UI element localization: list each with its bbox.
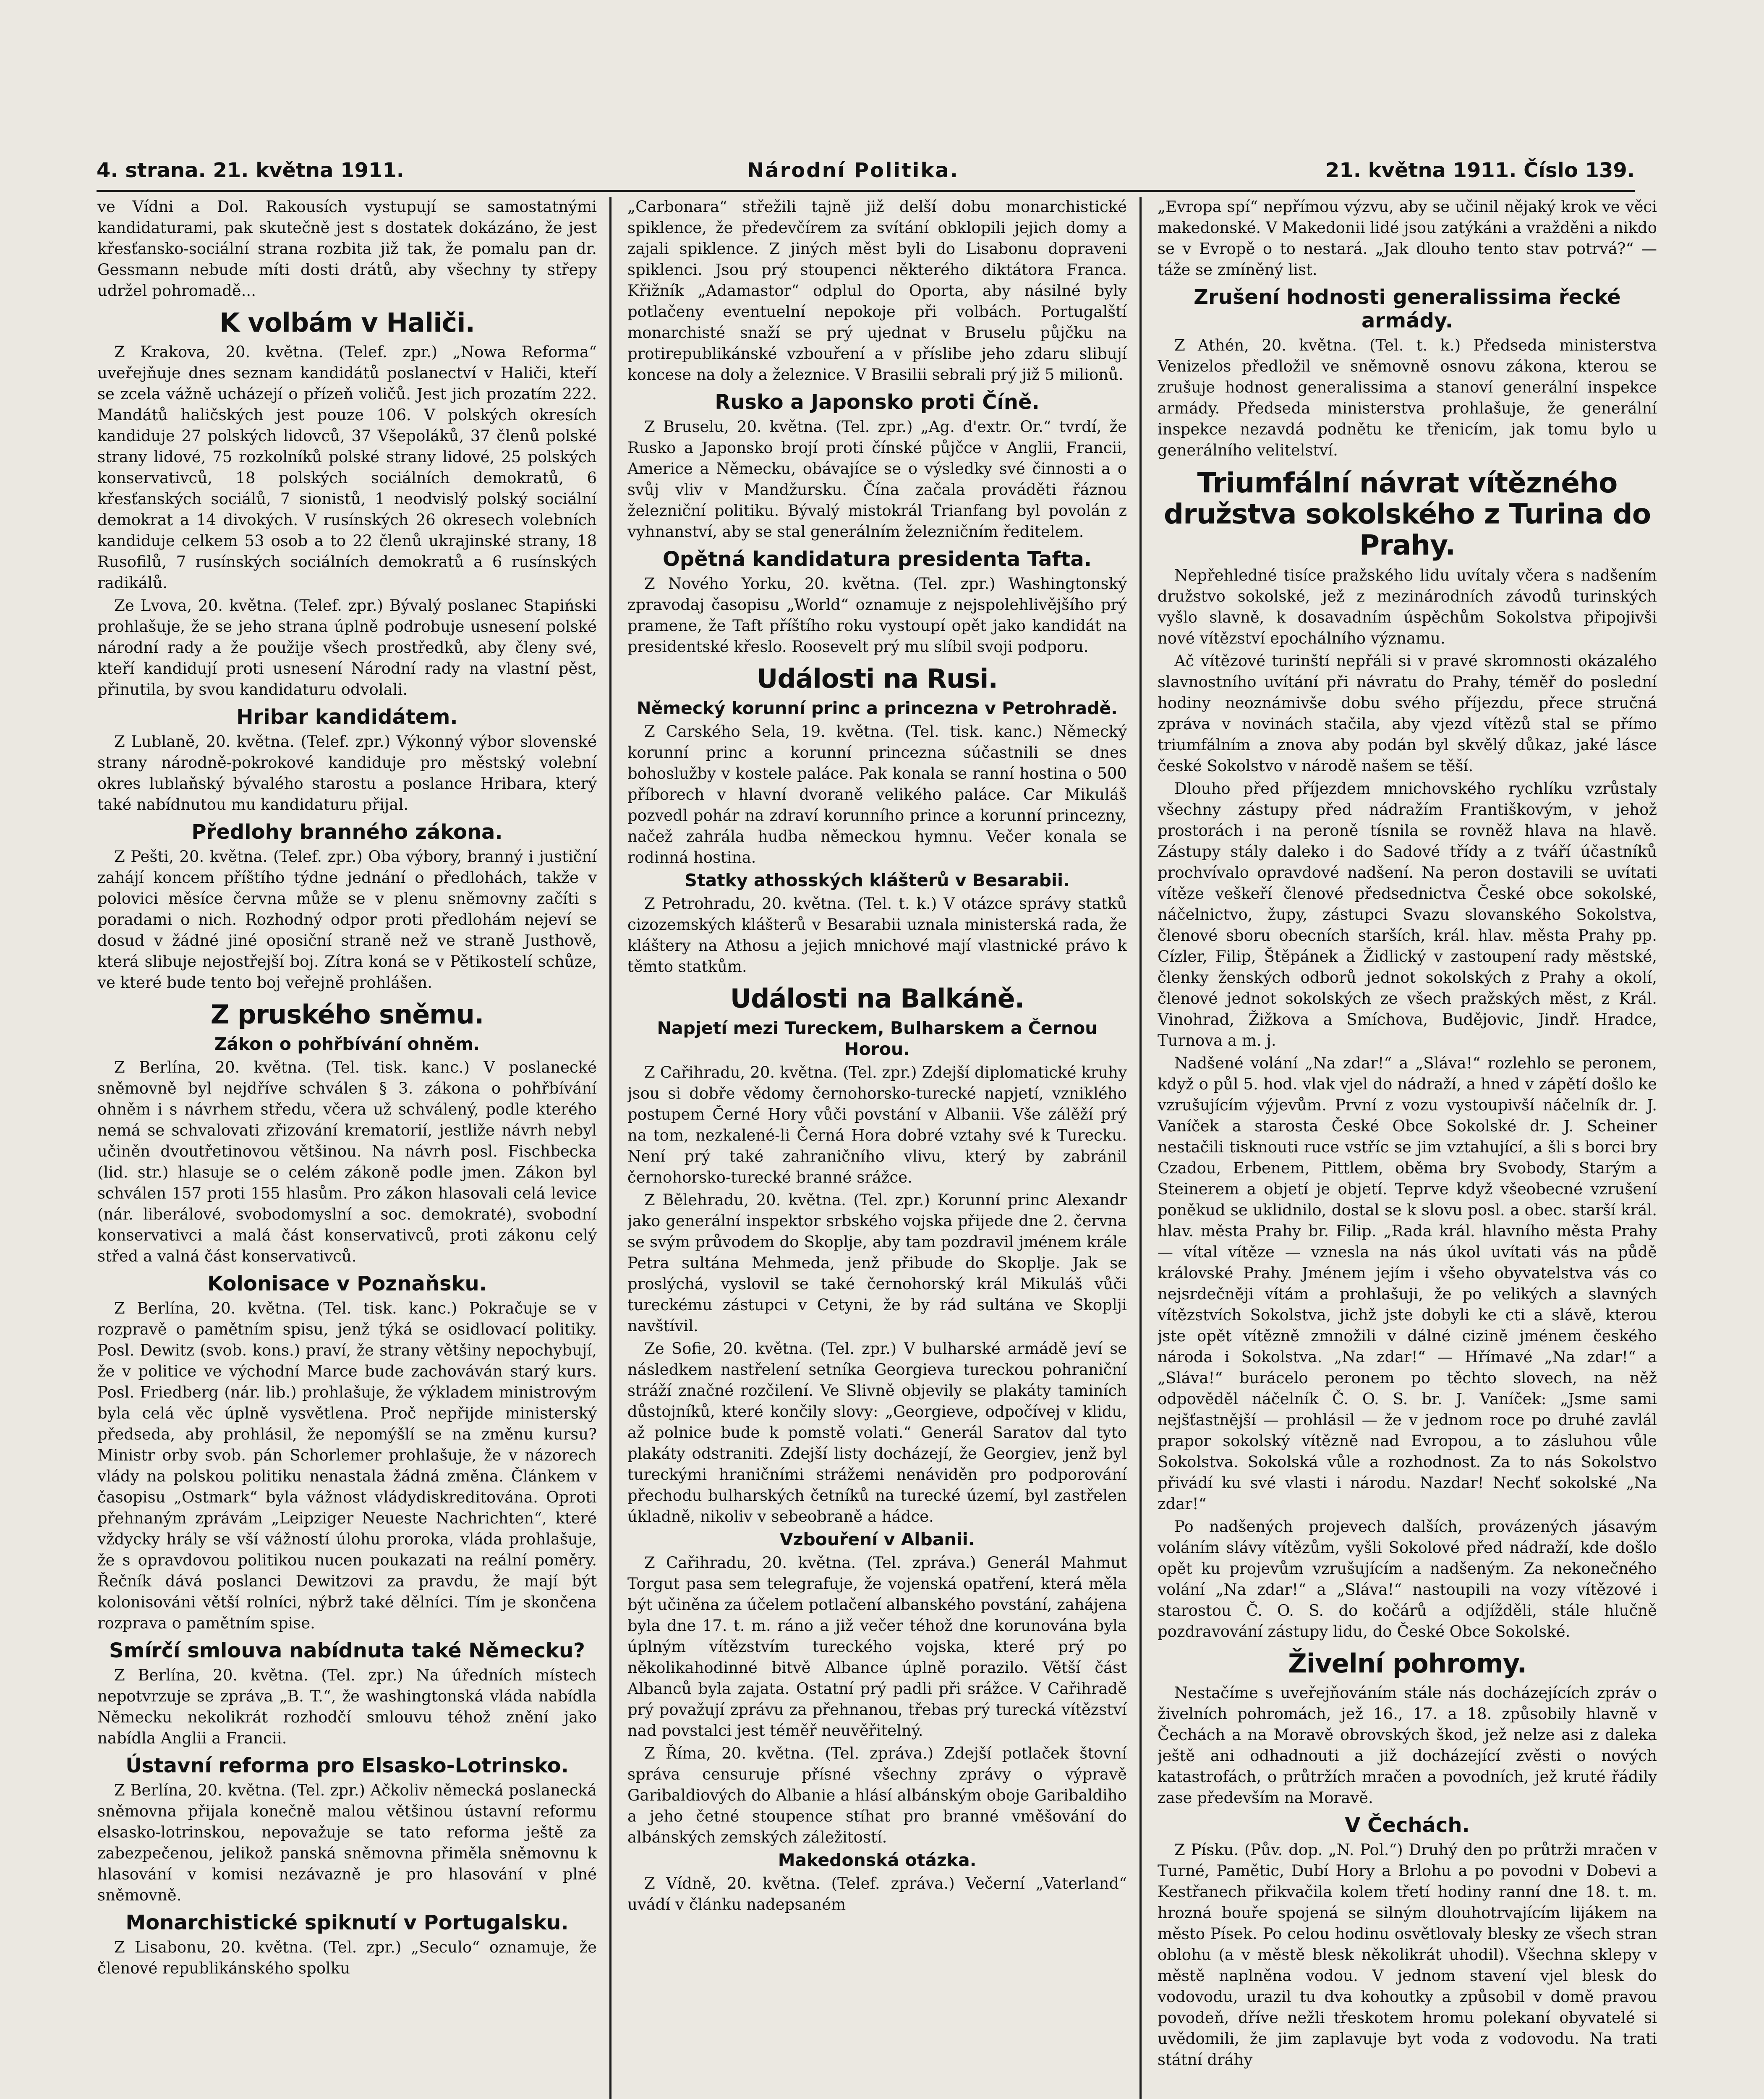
column-2 bbox=[627, 196, 1127, 2099]
article-paragraph: Dlouho před příjezdem mnichovského rychlíku vzrůstaly všechny zástupy před nádražím Františkovým, v jehož prostorách i na peroně tísnila se rovněž hlava na hlavě. Zástupy stály daleko i do Sadové třídy a z tváří účastníků prochvívalo opravdové nadšení. Na peron dostavili se uvítati vítěze veškeří členové předsednictva České obce sokolské, náčelnictvo, župy, zástupci Svazu slovanského Sokolstva, členové sboru obecních starších, král. hlav. města Prahy pp. Cízler, Filip, Štěpánek a Židlický v zastoupení rady městské, členky ženských odborů jednot sokolských z Prahy a okolí, členové jednot sokolských ze všech pražských měst, z Král. Vinohrad, Žižkova a Smíchova, Budějovic, Jindř. Hradce, Turnova a m. j. bbox=[1158, 780, 1657, 1050]
column-divider bbox=[609, 197, 612, 2099]
subheadline: Zákon o pohřbívání ohněm. bbox=[214, 1034, 480, 1054]
article-paragraph: Z Písku. (Pův. dop. „N. Pol.“) Druhý den po průtrži mračen v Turné, Pamětic, Dubí Hory a Brlohu a po povodni v Dobevi a Kestřanech přikvačila kolem třetí hodiny ranní dne 18. t. m. hrozná bouře spojená se silným dlouhotrvajícím lijákem na město Písek. Po celou hodinu osvětlovaly blesky ze všech stran oblohu (a v městě blesk několikrát uhodil). Všechna sklepy v městě naplněna vodou. V jednom stavení vjel blesk do vodovodu, urazil tu dva kohoutky a způsobil v domě pravou povodeň, dříve nežli třeskotem hromu polekaní obyvatelé si uvědomili, že jim zaplavuje byt voda z vodovodu. Na trati státní dráhy bbox=[1158, 1841, 1657, 2069]
article-paragraph: Po nadšených projevech dalších, provázených jásavým voláním slávy vítězům, vyšli Sokolové před nádraží, kde došlo opět ku projevům vzrušujícím a nadšeným. Za nekonečného volání „Na zdar!“ a „Sláva!“ nastoupili na vozy vítězové i starostou Č. O. S. do kočárů a odjížděli, stále hlučně pozdravování zástupy lidu, do České Obce Sokolské. bbox=[1158, 1518, 1657, 1641]
article-paragraph: Ze Sofie, 20. května. (Tel. zpr.) V bulharské armádě jeví se následkem nastřelení setníka Georgieva tureckou pohraniční stráží značné rozčilení. Ve Slivně objevily se plakáty taminích důstojníků, které končily slovy: „Georgieve, odpočívej v klidu, až polnice bude k pomstě volati.“ Generál Saratov dal tyto plakáty odstraniti. Zdejší listy docházejí, že Georgiev, jenž byl tureckými hraničními strážemi nenáviděn pro podporování přechodu bulharských četníků na turecké území, byl zastřelen úkladně, nikoliv v sebeobraně a hádce. bbox=[627, 1340, 1127, 1526]
article-paragraph: Z Berlína, 20. května. (Tel. tisk. kanc.) Pokračuje se v rozpravě o pamětním spisu, jenž týká se osidlovací politiky. Posl. Dewitz (svob. kons.) praví, že strany většiny nepochybují, že v politice ve východní Marce bude zachováván starý kurs. Posl. Friedberg (nár. lib.) prohlašuje, že výkladem ministrovým byla celá věc úplně vysvětlena. Proč nepřijde ministerský předseda, aby prohlásil, že nepomýšlí se na změnu kursu? Ministr orby svob. pán Schorlemer prohlašuje, že v názorech vlády na polskou politiku nenastala žádná změna. Článkem v časopisu „Ostmark“ byla vážnost vládydiskreditována. Oproti přehnaným zprávám „Leipziger Neueste Nachrichten“, které vždycky hrály se vší vážností úlohu proroka, vláda prohlašuje, že s opravdovou politikou nucen poukazati na reální poměry. Řečník dává poslanci Dewitzovi za pravdu, že mají být kolonisováni větší rolníci, nýbrž také dělníci. Tím je skončena rozprava o pamětním spise. bbox=[97, 1299, 597, 1632]
headline: Kolonisace v Poznaňsku. bbox=[207, 1272, 487, 1296]
article-paragraph: Z Cařihradu, 20. května. (Tel. zpr.) Zdejší diplomatické kruhy jsou si dobře vědomy černohorsko-turecké napjetí, vzniklého postupem Černé Hory vůči povstání v Albanii. Vše zálěží prý na tom, nezkalené-li Černá Hora dobré vztahy své k Turecku. Není prý také zahraničního vlivu, který by zabránil černohorsko-turecké branné srážce. bbox=[627, 1063, 1127, 1186]
subheadline: Německý korunní princ a princezna v Petrohradě. bbox=[637, 698, 1118, 718]
headline: Triumfální návrat vítězného družstva sokolského z Turina do Prahy. bbox=[1163, 467, 1651, 561]
header-date-right: 21. května 1911. Číslo 139. bbox=[1325, 159, 1635, 182]
article-paragraph: Z Bělehradu, 20. května. (Tel. zpr.) Korunní princ Alexandr jako generální inspektor srbského vojska přijede dne 2. června se svým průvodem do Skoplje, aby tam pozdravil jménem krále Petra sultána Mehmeda, jenž přibude do Skoplje. Jak se proslýchá, vyslovil se také černohorský král Mikuláš vůči tureckému zástupci v Cetyni, že by rád sultána ve Skoplji navštívil. bbox=[627, 1191, 1127, 1335]
article-paragraph: „Evropa spí“ nepřímou výzvu, aby se učinil nějaký krok ve věci makedonské. V Makedonii lidé jsou zatýkáni a vražděni a nikdo se v Evropě o to nestará. „Jak dlouho tento stav potrvá?“ — táže se zmíněný list. bbox=[1158, 198, 1657, 279]
headline: K volbám v Haliči. bbox=[219, 307, 475, 338]
subheadline: Statky athosských klášterů v Besarabii. bbox=[685, 870, 1070, 890]
article-paragraph: Nestačíme s uveřejňováním stále nás docházejících zpráv o živelních pohromách, jež 16., 17. a 18. způsobily hlavně v Čechách a na Moravě obrovských škod, jež nelze asi z daleka ještě ani odhadnouti a již docházející zvěsti o nových katastrofách, o průtržích mračen a povodních, jež kruté řádily zase především na Moravě. bbox=[1158, 1684, 1657, 1807]
header-date-left: 4. strana. 21. května 1911. bbox=[97, 159, 404, 182]
headline: Ústavní reforma pro Elsasko-Lotrinsko. bbox=[125, 1754, 569, 1777]
subheadline: Napjetí mezi Tureckem, Bulharskem a Černou Horou. bbox=[657, 1018, 1098, 1059]
article-paragraph: Z Nového Yorku, 20. května. (Tel. zpr.) Washingtonský zpravodaj časopisu „World“ oznamuje z nejspolehlivějšího prý pramene, že Taft příštího roku vystoupí opět jako kandidát na presidentské křeslo. Roosevelt prý mu slíbil svoji podporu. bbox=[627, 575, 1127, 656]
headline: Předlohy branného zákona. bbox=[191, 820, 503, 844]
article-paragraph: Z Pešti, 20. května. (Telef. zpr.) Oba výbory, branný i justiční zahájí koncem příštího týdne jednání o předlohách, takže v polovici měsíce června může se v plenu sněmovny začíti s poradami o nich. Rozhodný odpor proti předlohám nejeví se dosud v žádné jiné oposiční straně než ve straně Justhově, která slibuje nejostřejší boj. Zítra koná se v Pětikostelí schůze, ve které bude tento boj veřejně prohlášen. bbox=[97, 848, 597, 992]
article-paragraph: Z Vídně, 20. května. (Telef. zpráva.) Večerní „Vaterland“ uvádí v článku nadepsaném bbox=[627, 1874, 1127, 1913]
article-paragraph: Z Lublaně, 20. května. (Telef. zpr.) Výkonný výbor slovenské strany národně-pokrokové kandiduje pro městský volební okres lublaňský bývalého starostu a poslance Hribara, který také nabídnutou mu kandidaturu přijal. bbox=[97, 733, 597, 814]
article-paragraph: Z Berlína, 20. května. (Tel. tisk. kanc.) V poslanecké sněmovně byl nejdříve schválen § 3. zákona o pohřbívání ohněm i s návrhem středu, včera už schválený, podle kterého nemá se schvalovati zřizování krematorií, jestliže návrh nebyl učiněn dvoutřetinovou většinou. Na návrh posl. Fischbecka (lid. str.) hlasuje se o celém zákoně podle jmen. Zákon byl schválen 157 proti 155 hlasům. Pro zákon hlasovali celá levice (nár. liberálové, svobodomyslní a soc. demokraté), svobodní konservativci a malá část konservativců, proti zákonu celý střed a valná část konservativců. bbox=[97, 1058, 597, 1265]
column-1 bbox=[97, 196, 597, 2099]
article-paragraph: Ze Lvova, 20. května. (Telef. zpr.) Bývalý poslanec Stapiński prohlašuje, že se jeho strana úplně podrobuje usnesení polské národní rady a že použije všech prostředků, aby členy své, kteří kandidují proti usnesení Národní rady na vlastní pěst, přinutila, by svou kandidaturu odvolali. bbox=[97, 597, 597, 699]
article-paragraph: Z Carského Sela, 19. května. (Tel. tisk. kanc.) Německý korunní princ a korunní princezna súčastnili se dnes bohoslužby v kostele paláce. Pak konala se ranní hostina o 500 příborech v hlavní dvoraně velikého paláce. Car Mikuláš pozvedl pohár na zdraví korunního prince a korunní princezny, načež zahrála hudba německou hymnu. Večer konala se rodinná hostina. bbox=[627, 722, 1127, 866]
article-paragraph: Nepřehledné tisíce pražského lidu uvítaly včera s nadšením družstvo sokolské, jež z mezinárodních závodů turinských vyšlo slavně, k dosavadním úspěchům Sokolstva připojivši nové vítězství epochálního významu. bbox=[1158, 566, 1657, 647]
article-paragraph: Z Lisabonu, 20. května. (Tel. zpr.) „Seculo“ oznamuje, že členové republikánského spolku bbox=[97, 1938, 597, 1977]
headline: Zrušení hodnosti generalissima řecké armády. bbox=[1194, 285, 1621, 332]
column-3 bbox=[1158, 196, 1657, 2099]
article-paragraph: Z Bruselu, 20. května. (Tel. zpr.) „Ag. d'extr. Or.“ tvrdí, že Rusko a Japonsko brojí proti čínské půjčce v Anglii, Francii, Americe a Německu, obávajíce se o výsledky své činnosti a o svůj vliv v Mandžursku. Čína začala prováděti řáznou železniční politiku. Bývalý mistokrál Trianfang byl povolán z vyhnanství, aby se stal generálním železničním ředitelem. bbox=[627, 418, 1127, 541]
article-paragraph: ve Vídni a Dol. Rakousích vystupují se samostatnými kandidaturami, pak skutečně jest s dostatek dokázáno, že jest křesťansko-sociální strana rozbita již tak, že pomalu pan dr. Gessmann nebude míti dosti drátů, aby všechny ty střepy udržel pohromadě... bbox=[97, 198, 597, 300]
column-divider bbox=[1139, 197, 1142, 2099]
article-paragraph: Z Berlína, 20. května. (Tel. zpr.) Ačkoliv německá poslanecká sněmovna přijala konečně malou většinou ústavní reformu elsasko-lotrinskou, nepovažuje se tato reforma ještě za zabezpečenou, jelikož panská sněmovna přiměla sněmovnu k hlasování v komisi nezávazně je pro hlasování v plné sněmovně. bbox=[97, 1781, 597, 1904]
article-paragraph: „Carbonara“ střežili tajně již delší dobu monarchistické spiklence, že předevčírem za svítání obklopili jejich domy a zajali spiklence. Z jiných měst byli do Lisabonu dopraveni spiklenci. Jsou prý stoupenci některého diktátora Franca. Křižník „Adamastor“ odplul do Oporta, aby násilné byly potlačeny eventuelní nepokoje při volbách. Portugalští monarchisté snaží se prý ujednat v Bruselu půjčku na protirepublikánské vzbouření a v příslibe jeho zdaru slibují koncese na doly a železnice. V Brasilii sebrali prý již 5 milionů. bbox=[627, 198, 1127, 384]
article-paragraph: Z Krakova, 20. května. (Telef. zpr.) „Nowa Reforma“ uveřejňuje dnes seznam kandidátů poslanectví v Haliči, kteří se zcela vážně ucházejí o přízeň voličů. Jest jich prozatím 222. Mandátů haličských jest pouze 106. V polských okresích kandiduje 27 polských lidovců, 37 Všepoláků, 37 členů polské strany lidové, 75 rozkolníků polské strany lidové, 25 polských konservativců, 18 polských sociálních demokratů, 6 křesťanských sociálů, 7 sionistů, 1 neodvislý polský sociální demokrat a 14 divokých. V rusínských 26 okresech volebních kandiduje celkem 53 osob a to 22 členů ukrajinské strany, 18 Rusofilů, 7 rusínských sociálních demokratů a 6 rusínských radikálů. bbox=[97, 343, 597, 592]
article-paragraph: Z Cařihradu, 20. května. (Tel. zpráva.) Generál Mahmut Torgut pasa sem telegrafuje, že vojenská opatření, která měla být učiněna za účelem potlačení albanského povstání, zahájena byla dne 17. t. m. ráno a již večer téhož dne korunována byla úplným vítězstvím tureckého vojska, které prý po několikahodinné bitvě Albance úplně porazilo. Větší část Albanců byla zajata. Ostatní prý padli při srážce. V Cařihradě prý považují zprávu za přehnanou, třebas prý turecká vítězství nad povstalci jest téměř neuvěřitelný. bbox=[627, 1554, 1127, 1740]
headline: Smírčí smlouva nabídnuta také Německu? bbox=[109, 1639, 585, 1662]
header-masthead: Národní Politika. bbox=[747, 159, 959, 182]
article-paragraph: Z Petrohradu, 20. května. (Tel. t. k.) V otázce správy statků cizozemských klášterů v Besarabii uznala ministerská rada, že kláštery na Athosu a jejich mnichové mají vlastnické právo k těmto statkům. bbox=[627, 895, 1127, 976]
subheadline: V Čechách. bbox=[1345, 1814, 1470, 1837]
headline: Z pruského sněmu. bbox=[210, 999, 484, 1030]
headline: Hribar kandidátem. bbox=[236, 705, 458, 729]
article-paragraph: Nadšené volání „Na zdar!“ a „Sláva!“ rozlehlo se peronem, když o půl 5. hod. vlak vjel do nádraží, a hned v zápětí došlo ke vzrušujícím výjevům. První z vozu vystoupivší náčelník dr. J. Vaníček a starosta České Obce Sokolské dr. J. Scheiner nestačili tisknouti ruce vstříc se jim vztahující, a šli s borci bry Czadou, Erbenem, Pittlem, oběma bry Svobody, Starým a Steinerem a objetí je objetí. Teprve když všeobecné vzrušení poněkud se uklidnilo, dostal se k slovu posl. a obec. starší král. hlav. města Prahy br. Filip. „Rada král. hlavního města Prahy — vítal vítěze — vznesla na nás úkol uvítati vás na půdě královské Prahy. Jménem jejím i všeho obyvatelstva vás co nejsrdečněji vítám a prohlašuji, že po velikých a slavných vítězstvích Sokolstva, jichž jste dobyli ke cti a slávě, kterou jste opět vítězně zmnožili v dálné cizině jménem českého národa i Sokolstva. „Na zdar!“ — Hřímavé „Na zdar!“ a „Sláva!“ burácelo peronem po těchto slovech, na něž odpověděl náčelník Č. O. S. br. J. Vaníček: „Jsme sami nejšťastnější — prohlásil — že v jednom roce po druhé zavlál prapor sokolský vítězně nad Evropou, a to zásluhou vůle Sokolstva. Sokolská vůle a rozhodnost. Za to nás Sokolstvo přivádí ku své vlasti i národu. Nazdar! Nechť sokolské „Na zdar!“ bbox=[1158, 1054, 1657, 1513]
article-paragraph: Ač vítězové turinští nepřáli si v pravé skromnosti okázalého slavnostního uvítání při návratu do Prahy, téměř do poslední hodiny neoznámivše dobu svého příjezdu, přece stručná zpráva v novinách stačila, aby vjezd vítězů stal se přímo triumfálním a znova aby podán byl skvělý důkaz, jaké lásce české Sokolstvo v národě našem se těší. bbox=[1158, 652, 1657, 775]
article-paragraph: Z Athén, 20. května. (Tel. t. k.) Předseda ministerstva Venizelos předložil ve sněmovně osnovu zákona, kterou se zrušuje hodnost generalissima a stanoví generální inspekce armády. Předseda ministerstva prohlašuje, že generální inspekce nezavdá podnětu ke třenicím, jak tomu bylo u generálního velitelství. bbox=[1158, 336, 1657, 459]
article-paragraph: Z Říma, 20. května. (Tel. zpráva.) Zdejší potlaček štovní správa censuruje přísné všechny zprávy o výpravě Garibaldiových do Albanie a hlásí albánským oboje Garibaldiho a jeho četné stoupence stíhat pro branné vměšování do albánských zemských záležitostí. bbox=[627, 1744, 1127, 1846]
headline: Rusko a Japonsko proti Číně. bbox=[715, 390, 1040, 414]
article-paragraph: Z Berlína, 20. května. (Tel. zpr.) Na úředních místech nepotvrzuje se zpráva „B. T.“, že washingtonská vláda nabídla Německu nekolikrát rozhodčí smlouvu téhož znění jako nabídla Anglii a Francii. bbox=[97, 1666, 597, 1747]
subheadline: Vzbouření v Albanii. bbox=[779, 1529, 975, 1549]
headline: Události na Rusi. bbox=[757, 663, 998, 694]
headline: Události na Balkáně. bbox=[730, 983, 1024, 1014]
page-header bbox=[97, 159, 1635, 188]
headline: Monarchistické spiknutí v Portugalsku. bbox=[125, 1911, 569, 1934]
header-rule bbox=[97, 190, 1635, 192]
subheadline: Makedonská otázka. bbox=[778, 1850, 977, 1870]
headline: Opětná kandidatura presidenta Tafta. bbox=[662, 547, 1092, 571]
headline: Živelní pohromy. bbox=[1288, 1648, 1527, 1679]
